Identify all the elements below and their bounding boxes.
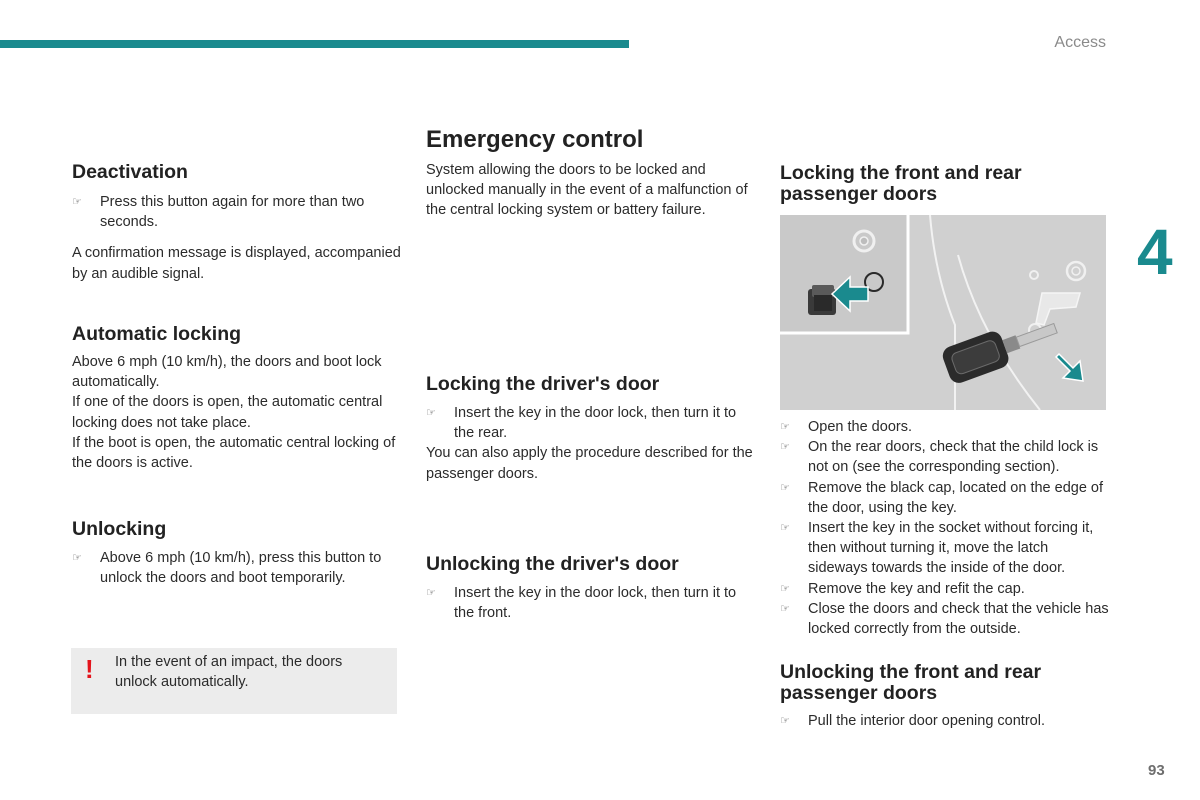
list-item: ☞ Remove the key and refit the cap. [780, 579, 1110, 599]
locking-driver-note: You can also apply the procedure described for the passenger doors. [426, 445, 753, 482]
list-item: ☞ Pull the interior door opening control. [780, 711, 1110, 731]
list-item: ☞ Insert the key in the door lock, then turn it to the front. [426, 585, 737, 622]
page-number: 93 [1148, 762, 1165, 779]
door-lock-diagram [780, 215, 1106, 410]
list-item: ☞ Close the doors and check that the vehicle has locked correctly from the outside. [780, 600, 1109, 638]
list-item: ☞ Remove the black cap, located on the edge of the door, using the key. [780, 479, 1104, 516]
deactivation-note: A confirmation message is displayed, accompanied by an audible signal. [72, 245, 401, 282]
pointing-hand-icon: ☞ [780, 521, 790, 535]
chapter-number: 4 [1137, 216, 1173, 288]
unlocking-driver-heading: Unlocking the driver's door [426, 553, 679, 575]
locking-passenger-heading: Locking the front and rear passenger doors [780, 162, 1022, 205]
unlocking-heading: Unlocking [72, 518, 167, 540]
unlocking-passenger-heading: Unlocking the front and rear passenger doors [780, 661, 1042, 704]
unlocking-section [72, 519, 402, 588]
locking-passenger-list [780, 417, 1110, 639]
section-title: Access [1054, 34, 1106, 51]
emergency-control-heading: Emergency control [426, 126, 644, 153]
locking-driver-list [426, 403, 756, 443]
pointing-hand-icon: ☞ [780, 480, 790, 494]
automatic-locking-section [72, 324, 402, 473]
list-item: ☞ Above 6 mph (10 km/h), press this button to unlock the doors and boot temporarily. [72, 550, 382, 587]
deactivation-list [72, 192, 402, 232]
locking-passenger-steps [780, 417, 1110, 639]
list-item: ☞ Press this button again for more than two seconds. [72, 194, 365, 231]
warning-text: In the event of an impact, the doors unlock automatically. [115, 654, 343, 691]
deactivation-heading: Deactivation [72, 161, 188, 183]
automatic-locking-text: If the boot is open, the automatic central locking of the doors is active. [72, 434, 396, 472]
unlocking-driver-section [426, 554, 756, 623]
pointing-hand-icon: ☞ [780, 420, 790, 433]
unlocking-passenger-section [780, 662, 1110, 731]
list-item: ☞ Insert the key in the socket without forcing it, then without turning it, move the latch sideways towards the inside of the door. [780, 520, 1094, 577]
pointing-hand-icon: ☞ [780, 440, 790, 454]
list-item: ☞ Open the doors. [780, 417, 1110, 437]
list-item: ☞ On the rear doors, check that the child lock is not on (see the corresponding section). [780, 439, 1099, 476]
locking-passenger-heading-block [780, 163, 1110, 205]
deactivation-section [72, 162, 402, 284]
exclamation-icon: ! [85, 654, 94, 684]
emergency-control-section [426, 126, 756, 221]
pointing-hand-icon: ☞ [780, 601, 790, 615]
list-item: ☞ Insert the key in the door lock, then turn it to the rear. [426, 405, 737, 442]
automatic-locking-text: If one of the doors is open, the automatic central locking does not take place. [72, 394, 383, 431]
automatic-locking-heading: Automatic locking [72, 323, 242, 345]
pointing-hand-icon: ☞ [72, 551, 82, 564]
unlocking-driver-list [426, 583, 756, 623]
locking-driver-section [426, 374, 756, 484]
pointing-hand-icon: ☞ [780, 581, 790, 595]
pointing-hand-icon: ☞ [72, 195, 82, 208]
door-lock-illustration [780, 215, 1106, 410]
unlocking-list [72, 548, 402, 588]
automatic-locking-text: Above 6 mph (10 km/h), the doors and boot lock automatically. [72, 354, 382, 391]
emergency-control-text: System allowing the doors to be locked and unlocked manually in the event of a malfunction of the central locking system or battery failure. [426, 162, 748, 219]
pointing-hand-icon: ☞ [426, 406, 436, 419]
warning-callout [71, 648, 397, 714]
pointing-hand-icon: ☞ [780, 714, 790, 727]
pointing-hand-icon: ☞ [426, 586, 436, 599]
unlocking-passenger-list [780, 711, 1110, 731]
header-accent-bar [0, 40, 629, 48]
locking-driver-heading: Locking the driver's door [426, 373, 660, 395]
